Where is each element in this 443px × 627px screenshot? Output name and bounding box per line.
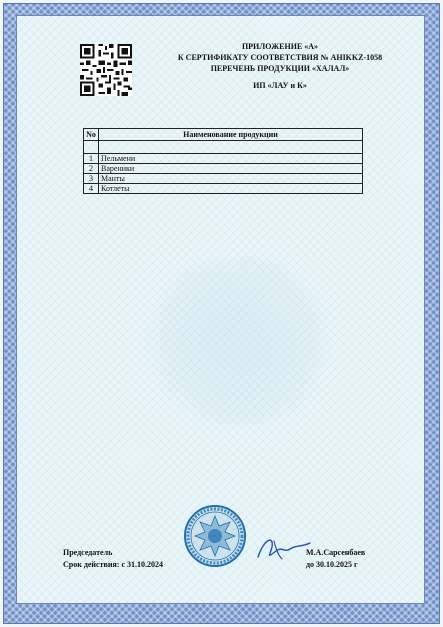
annex-title: ПРИЛОЖЕНИЕ «А» bbox=[241, 42, 319, 51]
watermark-emblem bbox=[139, 256, 339, 426]
certificate-reference: К СЕРТИФИКАТУ СООТВЕТСТВИЯ № AHIKKZ-1058 bbox=[177, 53, 383, 62]
valid-to-date: 30.10.2025 г bbox=[316, 560, 358, 569]
signature-icon bbox=[252, 533, 312, 563]
qr-code-icon bbox=[80, 44, 132, 96]
footer-left bbox=[63, 547, 163, 571]
product-table bbox=[83, 128, 363, 194]
chair-name: М.А.Сарсенбаев bbox=[306, 548, 366, 557]
column-header-number: No bbox=[84, 129, 99, 141]
product-list-title: ПЕРЕЧЕНЬ ПРОДУКЦИИ «ХАЛАЛ» bbox=[210, 64, 350, 73]
seal-stamp-icon bbox=[183, 504, 247, 568]
valid-to-line bbox=[306, 559, 365, 571]
product-name: Котлеты bbox=[99, 184, 363, 194]
product-name: Пельмени bbox=[99, 154, 363, 164]
table-row bbox=[84, 154, 363, 164]
column-header-product-name: Наименование продукции bbox=[99, 129, 363, 141]
row-number: 2 bbox=[84, 164, 99, 174]
row-number: 3 bbox=[84, 174, 99, 184]
table-row bbox=[84, 184, 363, 194]
product-name: Вареники bbox=[99, 164, 363, 174]
validity-label: Срок действия: с bbox=[63, 560, 125, 569]
table-row-blank bbox=[84, 141, 363, 154]
table-row bbox=[84, 164, 363, 174]
row-number: 1 bbox=[84, 154, 99, 164]
document-header bbox=[140, 41, 420, 91]
footer-right bbox=[306, 547, 365, 571]
validity-line bbox=[63, 559, 163, 571]
valid-from-date: 31.10.2024 bbox=[127, 560, 163, 569]
chair-label: Председатель bbox=[63, 548, 113, 557]
product-name: Манты bbox=[99, 174, 363, 184]
valid-to-prefix: до bbox=[306, 560, 315, 569]
row-number: 4 bbox=[84, 184, 99, 194]
table-row bbox=[84, 174, 363, 184]
company-name: ИП «ЛАУ и К» bbox=[253, 81, 307, 90]
